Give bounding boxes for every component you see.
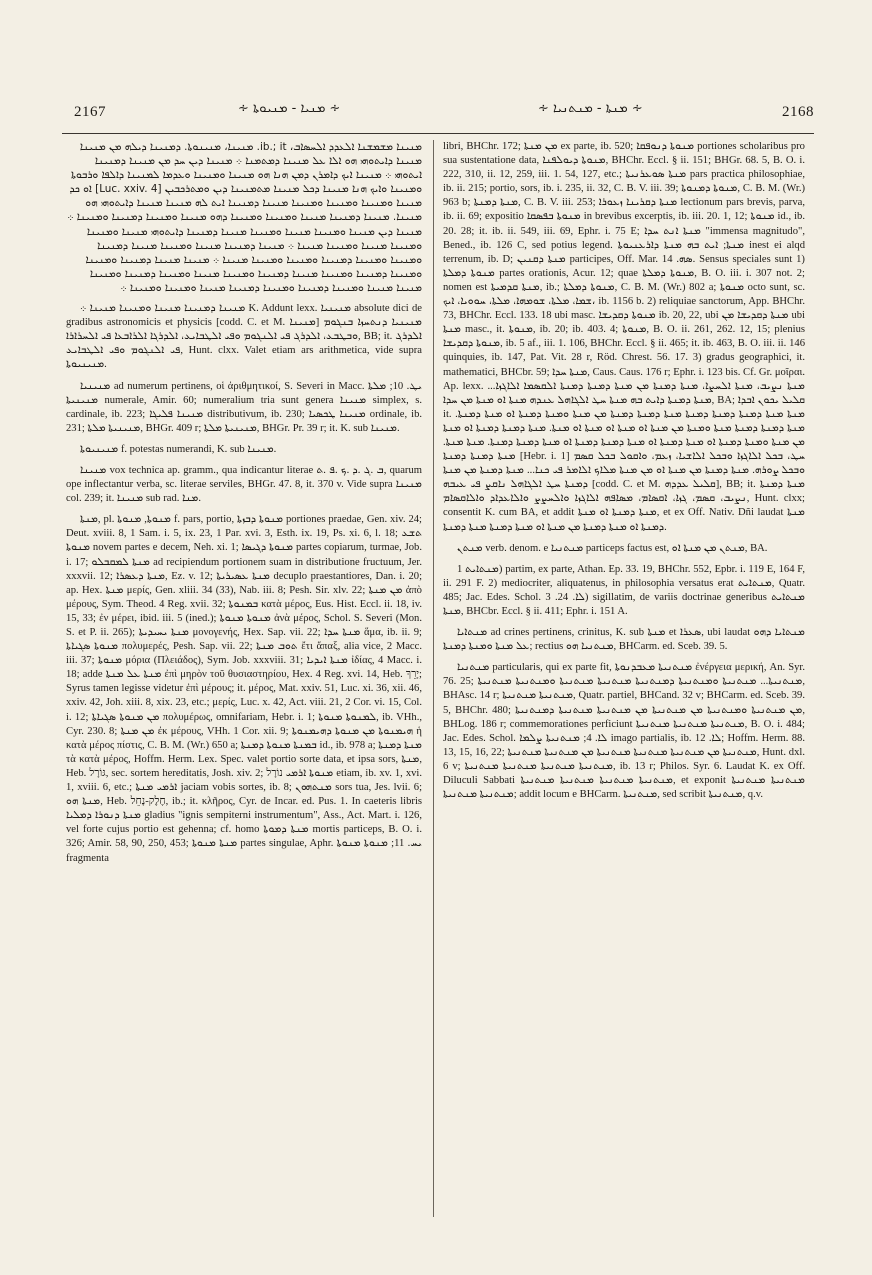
header-rule <box>62 133 814 134</box>
right-column <box>443 140 805 1217</box>
right-page-number: 2168 <box>782 104 814 120</box>
left-page-number: 2167 <box>74 104 106 120</box>
entry-paragraph: ܡܢܬܐܝܐ ad crines pertinens, crinitus, K. sub ܡܢܬܐ et ܣܥܪܐ, ubi laudat ܡܢܬܐܝܐ ܕܗܘ ܥܠ ܡܢܬܐ ܘܡܢܬܐ ܕܡܢܬܐ; rectius ܡܢܬܢܝܐ ܗܘ, BHCarm. ed. Sceb. 39. 5. <box>443 627 805 653</box>
entry-paragraph: ܡܢܝܢܐ ܡܫܡܫܢܐ ܐܠܥܕܕ ܐܠܚܣܐܒ، ib.; it. ܡܢܝܢܐ، ܡܢܝܢܘܬܐ. ܕܡܢܝܢܐ ܕܝܠܗ ܡܢ ܡܢܝܢܐ ܡܢܝܢܐ ܕܐܝܬܘܗܝ ܗܘ ܐܠܐ ܥܠ ܡܢܝܢܐ ܕܡܬܡܢܐ ܀ ܡܢܝܢܐ ܕܝܢ ܚܕ ܡܢ ܡܢܝܢܐ ܕܡܢܝܢܐ ܐܝܬܘܗܝ ܀ ܡܢܝܢܐ ܐܝܟ ܕܐܡܪܢ ܕܡܢ ܗܢܐ ܗܘ ܡܢܝܢܐ ܘܡܢܝܢܐ ܘܥܕܡܐ ܠܡܢܝܢܐ ܕܐܠܦܐ ܘܪܒܘܬܐ ܘܡܢܝܢܐ ܘܐܝܟ ܗܢܐ ܡܢܝܢܐ ܕܟܠ ܡܢܝܢܐ ܡܬܡܢܝܢܐ ܕܝܢ ܘܡܬܪܟܒܝܢ [Luc. xxiv. 4] ܐܘ ܟܕ ܡܢܝܢܐ ܘܡܢܝܢܐ ܘܡܢܝܢܐ ܘܡܢܝܢܐ ܡܢܝܢܐ ܕܡܢܝܢܐ ܐܝܬ ܠܗ ܡܢܝܢܐ ܡܢܝܢܐ ܕܐܝܬܘܗܝ ܗܘ ܡܢܝܢܐ. ܡܢܝܢܐ ܕܡܢܝܢܐ ܡܢܝܢܐ ܘܡܢܝܢܐ ܘܡܢܝܢܐ ܕܗܘ ܡܢܝܢܐ ܘܡܢܝܢܐ ܕܡܢܝܢܐ ܘܡܢܝܢܐ ܀ ܡܢܝܢܐ ܕܝܢ ܡܢܝܢܐ ܘܡܢܝܢܐ ܡܢܝܢܐ ܘܡܢܝܢܐ ܡܢܝܢܐ ܕܡܢܝܢܐ ܕܐܝܬܘܗܝ ܡܢܝܢܐ ܘܡܢܝܢܐ ܘܡܢܝܢܐ ܡܢܝܢܐ ܘܡܢܝܢܐ ܡܢܝܢܐ ܀ ܡܢܝܢܐ ܕܡܢܝܢܐ ܡܢܝܢܐ ܘܡܢܝܢܐ ܡܢܝܢܐ ܕܡܢܝܢܐ ܘܡܢܝܢܐ ܘܡܢܝܢܐ ܕܡܢܝܢܐ ܘܡܢܝܢܐ ܘܡܢܝܢܐ ܡܢܝܢܐ ܀ ܡܢܝܢܐ ܡܢܝܢܐ ܕܡܢܝܢܐ ܘܡܢܝܢܐ ܘܡܢܝܢܐ ܕܡܢܝܢܐ ܘܡܢܝܢܐ ܡܢܝܢܐ ܕܡܢܝܢܐ ܘܡܢܝܢܐ ܡܢܝܢܐ ܘܡܢܝܢܐ ܕܡܢܝܢܐ ܘܡܢܝܢܐ ܡܢܝܢܐ ܡܢܝܢܐ ܘܡܢܝܢܐ ܕܡܢܝܢܐ ܘܡܢܝܢܐ ܕܡܢܝܢܐ ܡܢܝܢܐ ܘܡܢܝܢܐ ܘܡܢܝܢܐ ܀ <box>67 141 422 294</box>
entry-paragraph: ܡܢܝܢܝܘܬܐ f. potestas numerandi, K. sub ܡܢܝܢܐ. <box>80 443 277 455</box>
left-column <box>66 140 422 1217</box>
entry-paragraph: ܡܢܬܐܝܬ 1) partim, ex parte, Athan. Ep. 33. 19, BHChr. 552, Epbr. i. 119 E, 164 F, ii. 291 F. 2) mediocriter, aliquatenus, in philosophia versatus erat ܡܢܬܐܝܬ, Quatr. 485; Jac. Edes. Schol. ܠܐ. 24. 3) sigillatim, de variis doctrinae generibus ܡܢܬܐܝܬ ܡܢܬܐ, BHCbr. Eccl. § ii. 411; Ephr. i. 151 A. <box>443 563 805 617</box>
right-running-title: ∻ ܡܢܬܐ - ܡܢܬܢܝܐ ∻ <box>538 101 643 116</box>
entry-paragraph: libri, BHChr. 172; ܡܢ ܡܢܬܐ ex parte, ib. 520; ܡܢܘܬܐ ܕܢܘܦܩܐ portiones scholaribus pro sua sustentatione data, ܡܢܘܬܐ ܕܝܘܠܦܢܐ, BHChr. Eccl. § ii. 151; BHGr. 68. 5, B. O. i. 222, 310, ii. 12, 259, iii. 1. 54, 127, etc.; ܡܢܬܐ ܣܘܥܪܢܝܬܐ pars practica philosophiae, ib. ii. 215; portio, sors, ib. i. 235, ii. 32, C. B. V. iii. 39; ܡܢܘܬܐ ܕܡܢܘܬܐ, C. B. M. (Wr.) 963 b; ܡܢܬܐ ܕܡܢܬܐ, C. B. V. iii. 253; ܡܢܬܐ ܕܩܪܝܢܐ ܙܥܘܪܐ lectionum pars brevis, parva, ib. ii. 69; expositio ܡܢܘܬܐ ܒܦܣܩܐ in brevibus excerptis, ib. iii. 20. 1, 12; ܡܢܘܬܐ id., ib. 20. 28; it. ib. ii. 549, iii. 69, Ephr. i. 75 E; ܡܢܬܐ ܐܢܬ ܚܕܐ "immensa magnitudo", Bened., ib. 126 C, sed potius legend. ܡܢܬܐ; ܐܝܬ ܒܗ ܡܢܬܐ ܕܐܪܥܢܝܘܬܐ inest ei alqd terrenum, ib. D; ܡܢܬܐ ܕܩܢܝܢ participes, Off. Mar. ܣܗ. 14. Sensus speciales sunt 1) ܡܢܘܬܐ ܕܡܠܬܐ partes orationis, Acur. 12; quae ܡܢܘܬܐ ܕܡܠܬܐ, B. O. iii. i. 307 not. 2; nomen est ܡܢܬܐ ܩܕܡܝܬܐ, ib.; ܡܢܘܬܐ ܕܡܠܬܐ, C. B. M. (Wr.) 802 a; ܡܢܘܬܐ octo sunt, sc. ܫܡܐ، ܡܠܬܐ، ܫܘܡܗܐ، ܡܠܬܐ، ܚܘܘܝܐ، ܐܝܟ، ib. 1156 b. 2) reliquiae sanctorum, App. BHChr. 73, BHChr. Eccl. 133. 18 ubi masc. ܡܢܘܬܐ ܕܩܕܝܫܐ ib. 20, 22, ubi ܡܢܬܐ ܕܩܕܝܫܐ ܡܢ ubi ܡܢܬܐ masc., it. ܡܢܘܬܐ, ib. 20; ib. 403. 4; ܡܢܘܬܐ, B. O. ii. 261, 262. 12, 15; plenius ܡܢܘܬܐ ܕܩܕܝܫܐ, ib. 5 af., iii. 1. 106, BHChr. Eccl. § ii. 465; it. ib. 463, B. O. iii. ii. 146 quinquies, ib. 147, Pat. Vit. 28 r, Röd. Chrest. 56. 17. 3) gradus geographici, it. mathematici, BHCbr. 59; ܡܢܬܐ ܚܕܐ, Caus. Caus. 176 r; Ephr. i. 123 bis. Cf. Gr. μοῖραι. Ap. lexx. ܡܢܬܐ ܢܨܝܒ، ܡܢܬܐ ܐܠܚܨܐ، ܡܢܬܐ ܕܡܢܬܐ ܡܢ ܡܢܬܐ ܕܡܢܬܐ ܕܡܢܬܐ ܐܠܩܣܡܐ ܐܠܐܓܙܐ... ܡܢܬܐ ܕܡܢܬܐ ܕܐܝܬ ܒܗ ܡܢܬܐ ܚܛ ܐܠܓܐܗܠ ܥܢܕܗ ܡܢܬܐ ܐܘ ܡܢܬܐ ܡܢ ܚܕܐ, BA; ܩܠܝܠ ܝܟܘܢ ܐܒܕܐ it. ܡܢܬܐ ܡܢܬܐ ܕܡܢܬܐ ܕܡܢܬܐ ܕܡܢܬܐ ܡܢܬܐ ܕܡܢܬܐ ܕܡܢܬܐ ܡܢ ܡܢܬܐ ܘܡܢܬܐ ܕܡܢܬܐ ܐܘ ܡܢܬܐ ܕܡܢܬܐ. ܡܢܬܐ ܕܡܢܬܐ ܕܡܢܬܐ ܡܢܬܐ ܘܡܢܬܐ ܡܢ ܡܢܬܐ ܐܘ ܡܢܬܐ ܐܘ ܡܢܬܐ ܐܘ ܡܢܬܐ. ܡܢܬܐ ܕܡܢܬܐ ܕܡܢܬܐ ܐܘ ܡܢܬܐ ܡܢ ܡܢܬܐ ܘܡܢܬܐ ܕܡܢܬܐ ܐܘ ܡܢܬܐ ܕܡܢܬܐ ܐܘ ܡܢܬܐ ܕܡܢܬܐ ܕܡܢܬܐ ܐܘ ܡܢܬܐ ܕܡܢܬܐ ܕܡܢܬܐ. ܡܢܬܐ ܡܢܬܐ. ܡܢܬܐ ܕܡܢܬܐ ܕܡܢܬܐ [Hebr. i. 1] ܚܛ، ܒܟܠ ܐܠܐܓܙܐ ܘܒܟܠ ܐܠܐܫܝܐ، ܙܥܡ، ܘܐܩܘܠ ܒܟܠ ܩܣܡ ܘܒܟܠ ܨܘܪܗ. ܡܢܬܐ ܕܡܢܬܐ ܡܢ ܡܢܬܐ ܐܘ ܡܢ ܡܢܬܐ ܡܠܐܟ ܐܠܐܡܪ ܦܝ ܟܢܐ... ܡܢܬܐ ܕܡܢܬܐ ܡܢ ܡܢܬܐ ܕܡܢܬܐ ܚܛ ܐܠܓܐܗܠ ܢܐܩܨ ܦܝ ܥܝܒܗ [codd. C. et M. ܩܠܝܠ ܥܕܕܗ], BB; it. ܡܢܬܐ ܕܡܢܬܐ ܢܨܝܒ، ܩܣܡ، ܓܙܐ، ܐܩܣܐܡ، ܡܣܐܦܗ ܐܠܐܓܙܐ ܘܐܠܚܨܨ ܘܐܠܐܥܕܐܕ ܘܐܠܐܩܣܐܡ, Hunt. clxx; consentit K. cum BA, et addit ܡܢܬܐ ܕܡܢܬܐ ܐܘ ܡܢܬܐ, et ex Off. Nativ. Dñi laudat ܡܢܬܐ ܕܡܢܬܐ ܐܘ ܡܢܬܐ ܕܡܢܬܐ ܡܢ ܡܢܬܐ ܐܘ ܡܢܬܐ ܕܡܢܬܐ ܡܢܬܐ ܕܡܢܬܐ. <box>443 141 805 533</box>
entry-paragraph: ܡܢܬܢ verb. denom. e ܡܢܬܢܝܐ particeps factus est, ܡܢܬܢ ܡܢ ܡܢܬܐ ܐܘ, BA. <box>457 542 768 554</box>
entry-paragraph: ܡܢܝܢܝܐ ad numerum pertinens, οἱ ἀριθμητικοί, S. Severi in Macc. ܝܛ. 10; ܡܠܬܐ ܡܢܝܢܝܬܐ numerale, Amir. 60; numeralium tria sunt genera ܡܢܝܢܐ simplex, s. cardinale, ib. 223; ܡܢܝܢܐ ܦܠܝܓܐ distributivum, ib. 230; ܡܢܝܢܐ ܛܟܣܝܐ ordinale, ib. 231; ܡܢܝܢܝܬܐ ܡܠܬܐ, BHGr. 409 r; ܡܢܝܢܝܬܐ ܡܠܬܐ, BHGr. Pr. 39 r; it. K. sub ܡܢܝܢܐ. <box>66 380 422 434</box>
running-header <box>62 98 814 128</box>
entry-paragraph: ܡܢܝܢܐ ܕܡܢܝܢܐ ܡܢܝܢܐ ܘܡܢܝܢܐ ܡܢܝܢܐ ܀ K. Addunt lexx. ܡܢܝܢܝܐ absolute dici de gradibus astronomicis et physicis [codd. C. et M. ܡܢܝܢܐ] ܡܢܝܢܝܐ ܕܢܬܚܙܐ ܒܢܓܘܡ ܘܒܛܒܥ، ܐܠܕܪܓ ܦܝ ܐܠܢܓܘܡ ܘܦܝ ܐܠܛܒܐܝܥ، ܐܠܕܪܓܐ ܐܠܪܐܒܥܐ ܦܝ ܐܠܚܪܐܪܐ, BB; it. ܐܠܕܪܓ ܦܝ ܐܠܢܓܘܡ ܘܦܝ ܐܠܛܒܐܝܥ, Hunt. clxx. Valet etiam ars arithmetica, vide supra ܡܢܝܢܝܘܬܐ. <box>66 303 422 371</box>
entry-paragraph: ܡܢܝܢܐ vox technica ap. gramm., qua indicantur literae ܒ .ܓ .ܕ .ܟ .ܦ .ܬ, quarum ope inflectantur verba, sc. literae serviles, BHGr. 47. 8, it. 370 v. Vide supra ܡܢܝܢܐ col. 239; it. ܡܢܝܢܐ sub rad. ܡܢܐ. <box>66 464 422 505</box>
left-running-title: ∻ ܡܢܝܐ - ܡܢܝܘܬܐ ∻ <box>238 101 341 116</box>
entry-paragraph: ܡܢܬܐ, pl. ܡܢܘܬܐ, ܡܢܘܬܐ f. pars, portio, ܡܢܘܬܐ ܕܒܙܬܐ portiones praedae, Gen. xiv. 24; Deut. xviii. 8, 1 Sam. i. 5, ix. 23, 1 Par. xvi. 3, Esth. ix. 19, Ps. xi. 6, l. 18; ܬܫܥ ܡܢܘܬܐ novem partes e decem, Neh. xi. 1; ܡܢܘܬܐ ܕܓܝܣܐ partes copiarum, turmae, Job. i. 17; ܡܢܬܐ ܠܡܩܒܠܘ ad recipiendum portionem suam in distributione fructuum, Jer. xxxvii. 12; ܡܢܬܐ ܕܥܣܪܐ, Ez. v. 12; ܡܢܬܐ ܥܣܝܪܝܬܐ decuplo praestantiores, Dan. i. 20; ap. Hex. ܡܢܬܐ μερίς, Gen. xliii. 34 (33), Nab. iii. 8; Pesh. Sir. xlv. 22; ܡܢ ܡܢܬܐ ἀπὸ μέρους, Sym. Theod. 4 Reg. xvii. 32; ܒܡܢܘܬܐ κατὰ μέρος, Eus. Hist. Eccl. ii. 18, iv. 15, 33; ἐν μέρει, ibid. iii. 5 (ined.); ܡܢܘܬܐ ܡܢܘܬܐ ἀνὰ μέρος, Schol. S. Severi (Mon. S. et P. ii. 265); ܡܢܬܐ ܝܚܝܕܝܬܐ μονογενής, Hex. Sap. vii. 22; ܡܢܬܐ ܚܕܐ ἅμα, ib. ii. 9; ܡܢܘܬܐ ܣܓܝܐܬܐ πολυμερές, Pesh. Sap. vii. 22; ܬܘܒ ܡܢܬܐ ἔτι ἅπαξ, alia vice, 2 Macc. iii. 37; ܡܢܘܬܐ μόρια (Πλειάδος), Sym. Job. xxxviii. 31; ܡܢܬܐ ܐܝܕܝܐ ἰδίας, 4 Macc. i. 18; adde ܡܢܬܐ ܥܠ ܡܢܬܐ ἐπὶ μηρὸν τοῦ θυσιαστηρίου, Hex. 4 Reg. xvi. 14, Heb. יָרֵךְ; Syrus tamen legisse videtur ἐπὶ μέρους; it. μέρος, Mat. xxiv. 51, Luc. xi. 36, xii. 46, xxiv. 42, Joh. xiii. 8, xix. 23, etc.; μερίς, Luc. x. 42, Act. viii. 21, 2 Cor. vi. 15, Col. i. 12; ܡܢ ܡܢܘܬܐ ܣܓܝܐܬܐ πολυμέρως, omnifariam, Hebr. i. 1; ܠܡܢܘܬܐ ܡܢܘܬܐ, ib. VHh., Cyr. 230. 8; ܡܢ ܡܢܬܐ ἐκ μέρους, VHh. 1 Cor. xii. 9; ܗܝܡܢܘܬܐ ܡܢ ܡܢܘܬܐ ܕܗܝܡܢܘܬܐ ἡ κατὰ μέρος πίστις, C. B. M. (Wr.) 650 a; ܒܡܢܬܐ ܡܢܘܬܐ ܕܡܢܬܐ id., ib. 978 a; ܡܢܬܐ ܕܡܢܬܐ τὰ κατὰ μέρος, Hoffm. Herm. Lex. Spec. valet portio sorte data, et ipsa sors, ܡܢܬܐ, Heb. גּוֹרָל, sec. sortem hereditatis, Josh. xiv. 2; ܡܢܘܬܐ ܐܪܡܝ נוֹרָל etiam, ib. xv. 1, xvi. 1, xviii. 6, etc.; ܐܪܡܝ ܡܢܬܐ jaciam vobis sortes, ib. 8; ܡܢܬܗܘܢ sors tua, Jes. lvii. 6; ܡܢܬܐ ܗܘ, Heb. חֶלֶק-נָחֵל, ib.; it. κλῆρος, Cyr. de Incar. ed. Pus. 1. In caeteris libris ܡܢܬܐ ܕܢܘܪܐ ܕܡܠܝܐ gladius "ignis sempiterni instrumentum", Ass., Act. Mart. i. 126, vel forte cujus portio est gehenna; cf. homo ܡܢܬܐ ܕܡܘܬܐ mortis particeps, B. O. i. 326; Amir. 58, 90, 250, 453; ܡܢܬܐ ܡܢܘܬܐ partes singulae, Aphr. ܝܚ. 11; ܡܢܘܬܐ ܡܢܘܬܐ fragmenta <box>66 514 422 864</box>
column-divider <box>433 140 434 1217</box>
entry-paragraph: ܡܢܬܢܝܐ particularis, qui ex parte fit, ܡܢܬܢܝܬܐ ܡܥܒܕܢܘܬܐ ἐνέργεια μερική, An. Syr. 76. 25; ܡܢܬܢܝܬܐ... ܡܢܬܢܝܬܐ ܘܡܢܬܢܝܬܐ ܕܡܢܬܢܝܬܐ ܡܢܬܢܝܬܐ ܡܢܬܢܝܬܐ ܘܡܢܬܢܝܬܐ ܡܢܬܢܝܬܐ, BHAsc. 14 r; ܡܢܬܢܝܬܐ ܡܢܬܢܝܬܐ, Quatr. partiel, BHCand. 32 v; BHCarm. ed. Sceb. 39. 5, BHChr. 480; ܡܢ ܡܢܬܢܝܬܐ ܘܡܢܬܢܝܬܐ ܡܢ ܡܢܬܢܝܬܐ ܡܢ ܡܢܬܢܝܬܐ ܡܢܬܢܝܬܐ ܕܡܢܬܢܝܬܐ, BHLog. 186 r; commemorationes perficiunt ܡܢܬܢܝܬܐ ܡܢܬܢܝܬܐ ܡܢܬܢܝܬܐ, B. O. i. 484; Jac. Edes. Schol. ܠܐ. 4; ܡܢܬܢܝܬܐ ܨܠܡܐ imago partialis, ib. ܠܐ. 12; Hoffm. Herm. 88. 13, 15, 16, 22; ܡܢܬܢܝܬܐ ܡܢ ܡܢܬܢܝܬܐ ܡܢܬܢܝܬܐ ܡܢܬܢܝܬܐ ܡܢ ܡܢܬܢܝܬܐ ܡܢܬܢܝܬܐ, Hunt. dxl. 6 v; ܡܢܬܢܝܬܐ ܡܢܬܢܝܬܐ ܡܢܬܢܝܬܐ ܡܢܬܢܝܬܐ, ib. 13 r; Philos. Syr. 6. Laudat K. ex Off. Diluculi Sabbati ܡܢܬܢܝܬܐ ܡܢܬܢܝܬܐ ܡܢܬܢܝܬܐ ܡܢܬܢܝܬܐ, et exponit ܡܢܬܢܝܬܐ ܡܢܬܢܝܬܐ ܡܢܬܢܝܬܐ ܡܢܬܢܝܬܐ; addit locum e BHCarm. ܡܢܬܢܝܬܐ, sed scribit ܡܢܬܢܝܬܐ, q.v. <box>443 662 805 801</box>
